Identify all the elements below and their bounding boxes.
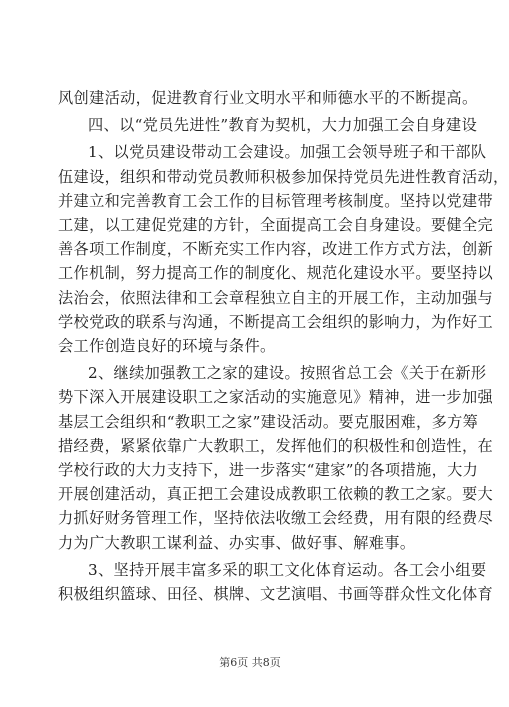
document-body xyxy=(58,86,509,609)
text-line: 基层工会组织和“教职工之家”建设活动。要克服困难，多方筹 xyxy=(58,412,479,431)
text-line: 开展创建活动，真正把工会建设成教职工依赖的教工之家。要大 xyxy=(58,485,494,504)
page-number: 第6页 共8页 xyxy=(219,656,281,669)
text-line: 工建，以工建促党建的方针，全面提高工会自身建设。要健全完 xyxy=(58,216,494,235)
text-line: 学校党政的联系与沟通，不断提高工会组织的影响力，为作好工 xyxy=(58,312,494,331)
text-line: 风创建活动，促进教育行业文明水平和师德水平的不断提高。 xyxy=(58,89,478,107)
paragraph-continuation xyxy=(58,86,478,110)
text-line: 力抓好财务管理工作，坚持依法收缴工会经费，用有限的经费尽 xyxy=(58,509,494,528)
text-line: 势下深入开展建设职工之家活动的实施意见》精神，进一步加强 xyxy=(58,388,494,407)
section-heading xyxy=(58,113,478,137)
text-line: 2、继续加强教工之家的建设。按照省总工会《关于在新形 xyxy=(88,364,487,383)
text-line: 伍建设，组织和带动党员教师积极参加保持党员先进性教育活动， xyxy=(58,167,509,186)
paragraph-1 xyxy=(58,140,509,358)
text-line: 学校行政的大力支持下，进一步落实“建家”的各项措施，大力 xyxy=(58,461,479,480)
paragraph-2 xyxy=(58,361,494,555)
text-line: 1、以党员建设带动工会建设。加强工会领导班子和干部队 xyxy=(88,143,487,162)
text-line: 积极组织篮球、田径、棋牌、文艺演唱、书画等群众性文化体育 xyxy=(58,585,494,604)
text-line: 工作机制，努力提高工作的制度化、规范化建设水平。要坚持以 xyxy=(58,264,494,283)
text-line: 力为广大教职工谋利益、办实事、做好事、解难事。 xyxy=(58,533,416,552)
text-line: 并建立和完善教育工会工作的目标管理考核制度。坚持以党建带 xyxy=(58,191,494,210)
text-line: 会工作创造良好的环境与条件。 xyxy=(58,337,276,356)
text-line: 措经费，紧紧依靠广大教职工，发挥他们的积极性和创造性，在 xyxy=(58,436,494,455)
page-footer xyxy=(0,654,500,670)
text-line: 四、以“党员先进性”教育为契机，大力加强工会自身建设 xyxy=(88,116,478,135)
text-line: 善各项工作制度，不断充实工作内容，改进工作方式方法，创新 xyxy=(58,240,494,259)
paragraph-3 xyxy=(58,558,494,606)
text-line: 3、坚持开展丰富多采的职工文化体育运动。各工会小组要 xyxy=(88,560,487,579)
text-line: 法治会，依照法律和工会章程独立自主的开展工作，主动加强与 xyxy=(58,288,494,307)
